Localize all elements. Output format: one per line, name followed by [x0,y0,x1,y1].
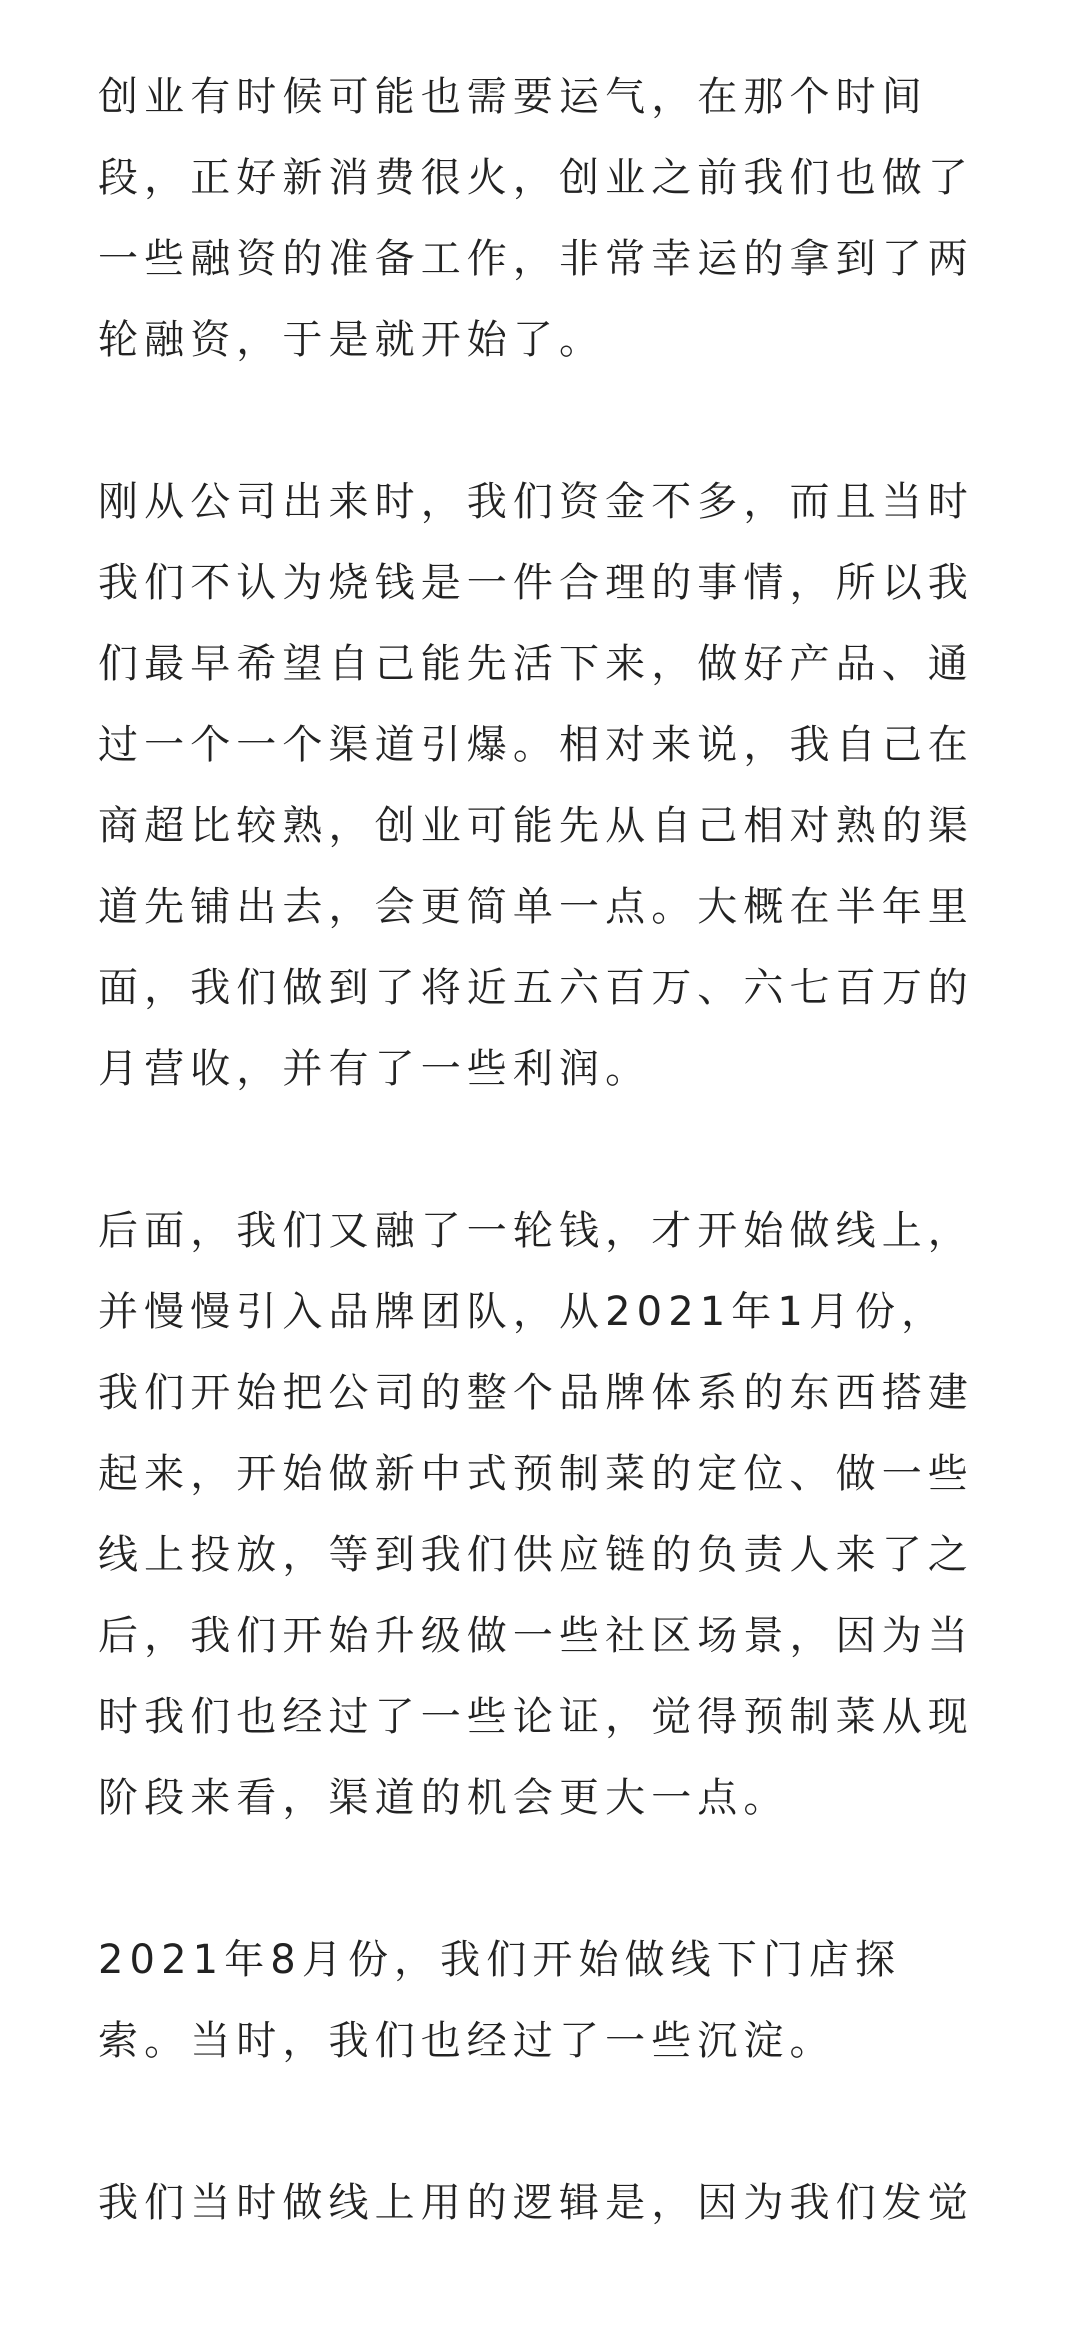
paragraph: 我们当时做线上用的逻辑是，因为我们发觉 [98,2180,974,2226]
paragraph: 2021年8月份，我们开始做线下门店探索。当时，我们也经过了一些沉淀。 [98,1937,902,2064]
article-body [98,57,988,2325]
paragraph: 创业有时候可能也需要运气，在那个时间段，正好新消费很火，创业之前我们也做了一些融资的准备工作，非常幸运的拿到了两轮融资，于是就开始了。 [98,74,974,363]
paragraph: 刚从公司出来时，我们资金不多，而且当时我们不认为烧钱是一件合理的事情，所以我们最早希望自己能先活下来，做好产品、通过一个一个渠道引爆。相对来说，我自己在商超比较熟，创业可能先从自己相对熟的渠道先铺出去，会更简单一点。大概在半年里面，我们做到了将近五六百万、六七百万的月营收，并有了一些利润。 [98,479,974,1092]
paragraph: 后面，我们又融了一轮钱，才开始做线上，并慢慢引入品牌团队，从2021年1月份，我们开始把公司的整个品牌体系的东西搭建起来，开始做新中式预制菜的定位、做一些线上投放，等到我们供应链的负责人来了之后，我们开始升级做一些社区场景，因为当时我们也经过了一些论证，觉得预制菜从现阶段来看，渠道的机会更大一点。 [98,1208,974,1821]
